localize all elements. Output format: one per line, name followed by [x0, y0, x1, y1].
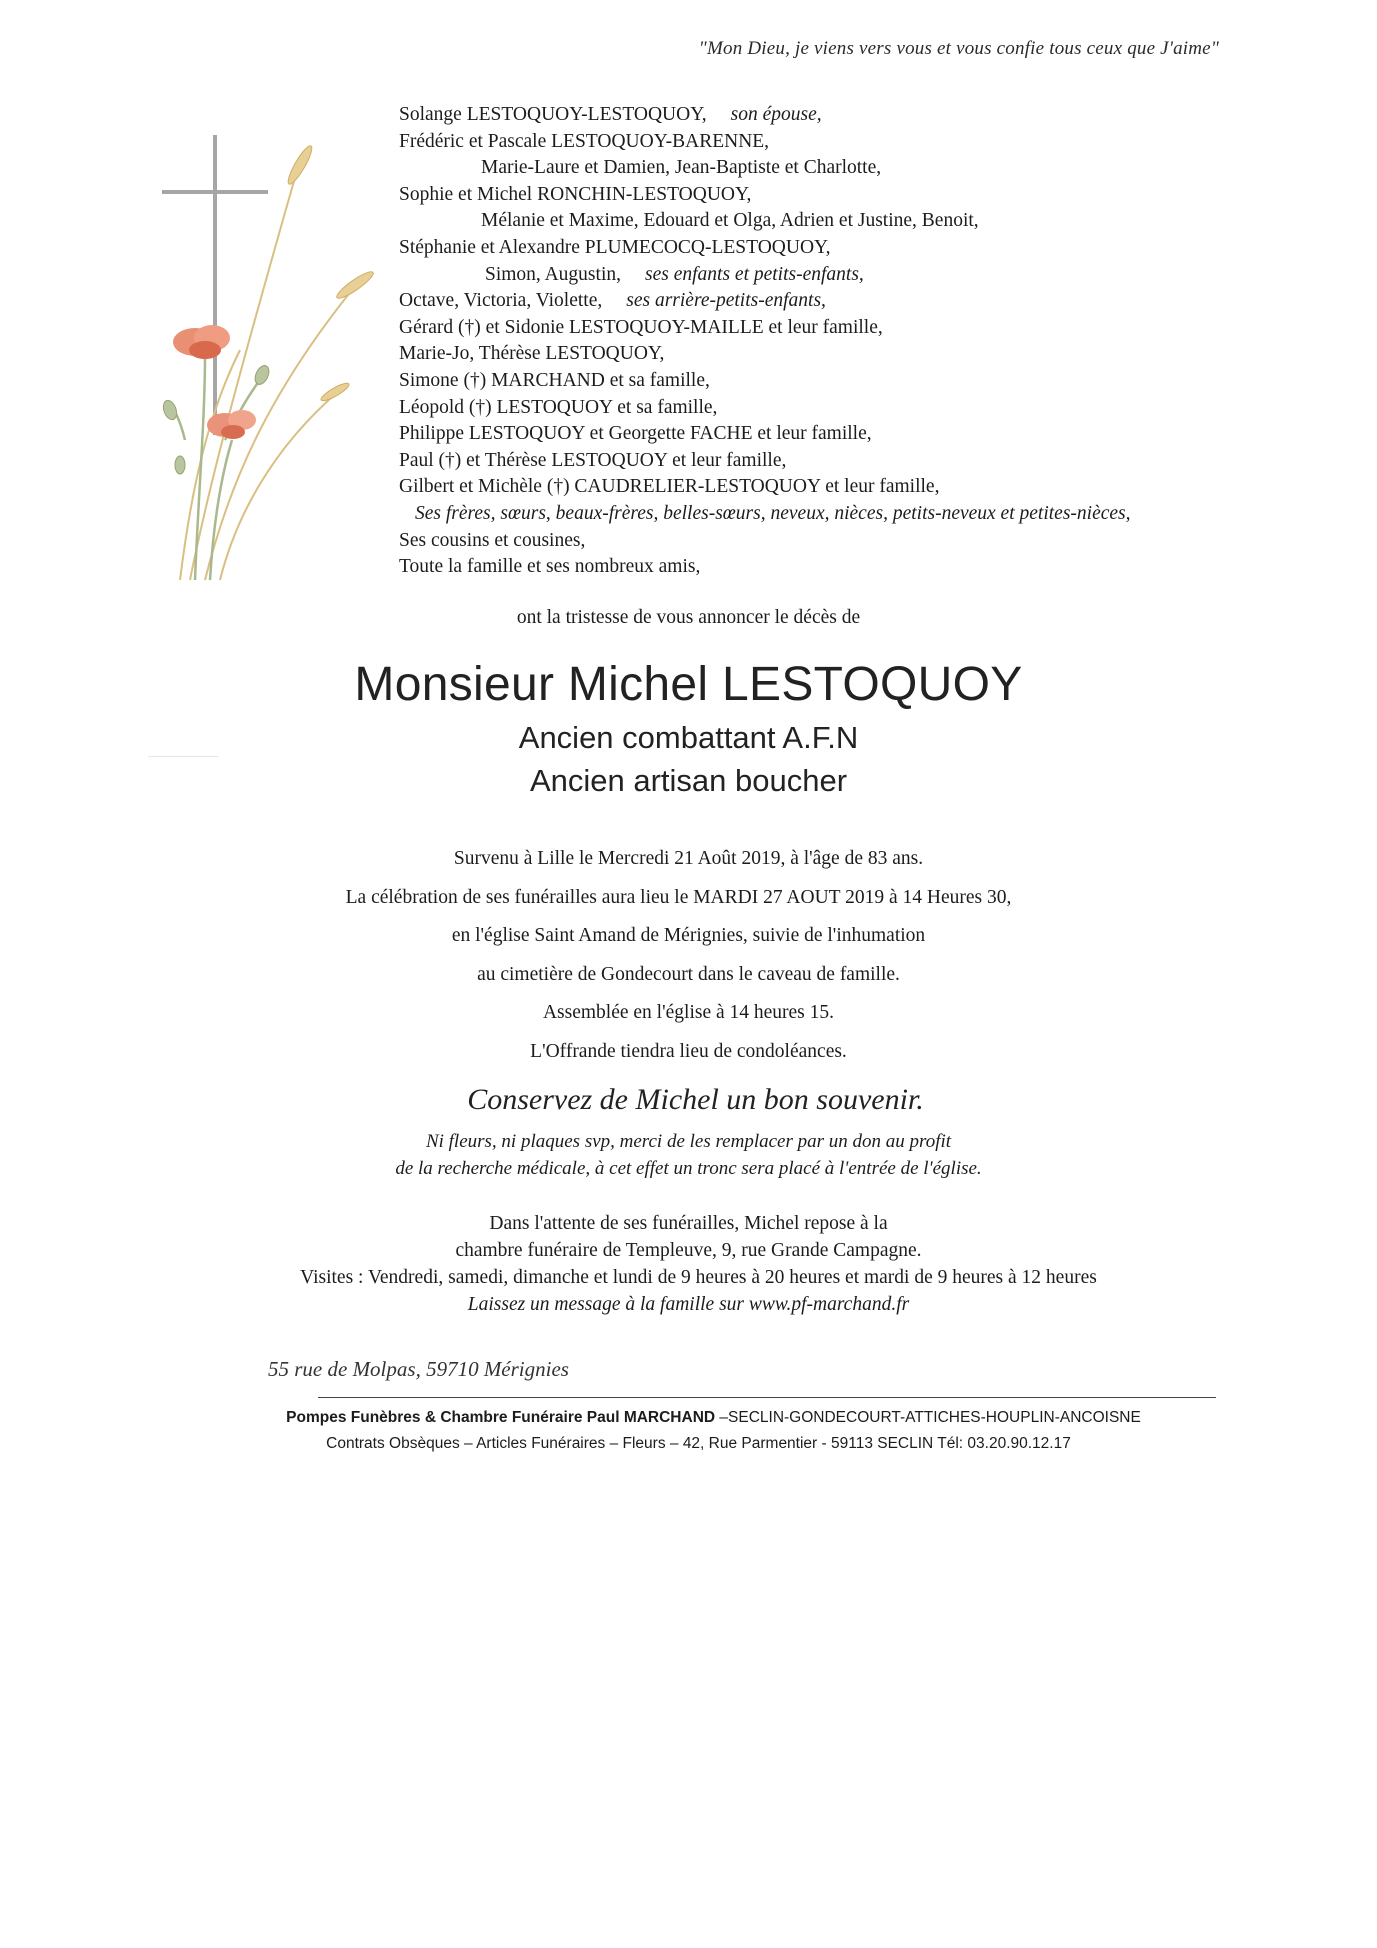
- visitation-line: Dans l'attente de ses funérailles, Michel repose à la: [489, 1213, 888, 1234]
- family-line: Solange LESTOQUOY-LESTOQUOY, son épouse,: [399, 104, 822, 125]
- family-address: 55 rue de Molpas, 59710 Mérignies: [268, 1357, 569, 1381]
- family-line: Ses cousins et cousines,: [399, 529, 586, 551]
- family-line: Mélanie et Maxime, Edouard et Olga, Adrien et Justine, Benoit,: [481, 210, 979, 232]
- detail-line: La célébration de ses funérailles aura lieu le MARDI 27 AOUT 2019 à 14 Heures 30,: [345, 886, 1012, 908]
- funeral-home-name: Pompes Funèbres & Chambre Funéraire Paul MARCHAND –SECLIN-GONDECOURT-ATTICHES-HOUPLIN-ANCOISNE: [286, 1409, 1141, 1426]
- detail-line: en l'église Saint Amand de Mérignies, suivie de l'inhumation: [451, 925, 926, 947]
- funeral-home-contact: Contrats Obsèques – Articles Funéraires – Fleurs – 42, Rue Parmentier - 59113 SECLIN Tél: 03.20.90.12.17: [326, 1435, 1071, 1452]
- announcement-text: ont la tristesse de vous annoncer le décès de: [516, 607, 861, 628]
- detail-line: L'Offrande tiendra lieu de condoléances.: [530, 1040, 847, 1062]
- visiting-hours: Visites : Vendredi, samedi, dimanche et lundi de 9 heures à 20 heures et mardi de 9 heures à 12 heures: [300, 1267, 1097, 1288]
- family-line: Sophie et Michel RONCHIN-LESTOQUOY,: [399, 183, 752, 205]
- family-line: Gilbert et Michèle (†) CAUDRELIER-LESTOQUOY et leur famille,: [399, 476, 940, 498]
- family-line: Marie-Jo, Thérèse LESTOQUOY,: [399, 343, 665, 365]
- epigraph-quote: "Mon Dieu, je viens vers vous et vous confie tous ceux que J'aime": [698, 38, 1219, 59]
- notice-line: de la recherche médicale, à cet effet un tronc sera placé à l'entrée de l'église.: [395, 1158, 982, 1179]
- footer-divider: [318, 1397, 1216, 1398]
- family-list: [399, 102, 1131, 581]
- family-line: Léopold (†) LESTOQUOY et sa famille,: [399, 396, 718, 418]
- family-line: Paul (†) et Thérèse LESTOQUOY et leur famille,: [399, 449, 787, 471]
- deceased-title: Ancien combattant A.F.N: [518, 720, 859, 755]
- family-line: Marie-Laure et Damien, Jean-Baptiste et Charlotte,: [481, 157, 882, 179]
- no-flowers-notice: [0, 1128, 1377, 1182]
- family-line: Stéphanie et Alexandre PLUMECOCQ-LESTOQUOY,: [399, 236, 831, 258]
- family-line: Simone (†) MARCHAND et sa famille,: [399, 369, 710, 391]
- family-line: Frédéric et Pascale LESTOQUOY-BARENNE,: [399, 130, 770, 152]
- notice-line: Ni fleurs, ni plaques svp, merci de les remplacer par un don au profit: [425, 1131, 952, 1152]
- detail-line: Assemblée en l'église à 14 heures 15.: [542, 1002, 835, 1024]
- decorative-line: [148, 756, 218, 757]
- cross-with-poppies-illustration: [150, 120, 390, 590]
- family-line: Toute la famille et ses nombreux amis,: [399, 556, 701, 578]
- deceased-name: Monsieur Michel LESTOQUOY: [354, 658, 1023, 711]
- funeral-details: [0, 840, 1377, 1072]
- souvenir-heading: Conservez de Michel un bon souvenir.: [467, 1083, 924, 1116]
- deceased-title: Ancien artisan boucher: [529, 763, 848, 798]
- family-line: Gérard (†) et Sidonie LESTOQUOY-MAILLE et leur famille,: [399, 316, 883, 338]
- poppy-flower-icon: [173, 325, 230, 359]
- cross-icon-horizontal: [162, 190, 268, 194]
- family-line: Philippe LESTOQUOY et Georgette FACHE et leur famille,: [399, 423, 872, 445]
- visitation-line: chambre funéraire de Templeuve, 9, rue Grande Campagne.: [455, 1240, 922, 1261]
- family-line: Octave, Victoria, Violette, ses arrière-petits-enfants,: [399, 290, 826, 312]
- detail-line: Survenu à Lille le Mercredi 21 Août 2019, à l'âge de 83 ans.: [453, 848, 924, 869]
- family-line: Simon, Augustin, ses enfants et petits-enfants,: [485, 263, 864, 285]
- detail-line: au cimetière de Gondecourt dans le caveau de famille.: [477, 963, 900, 985]
- cross-icon-vertical: [213, 135, 217, 435]
- visitation-info: [0, 1210, 1377, 1318]
- website-message: Laissez un message à la famille sur www.pf-marchand.fr: [467, 1294, 910, 1315]
- family-line: Ses frères, sœurs, beaux-frères, belles-sœurs, neveux, nièces, petits-neveux et petites-nièces,: [415, 502, 1131, 524]
